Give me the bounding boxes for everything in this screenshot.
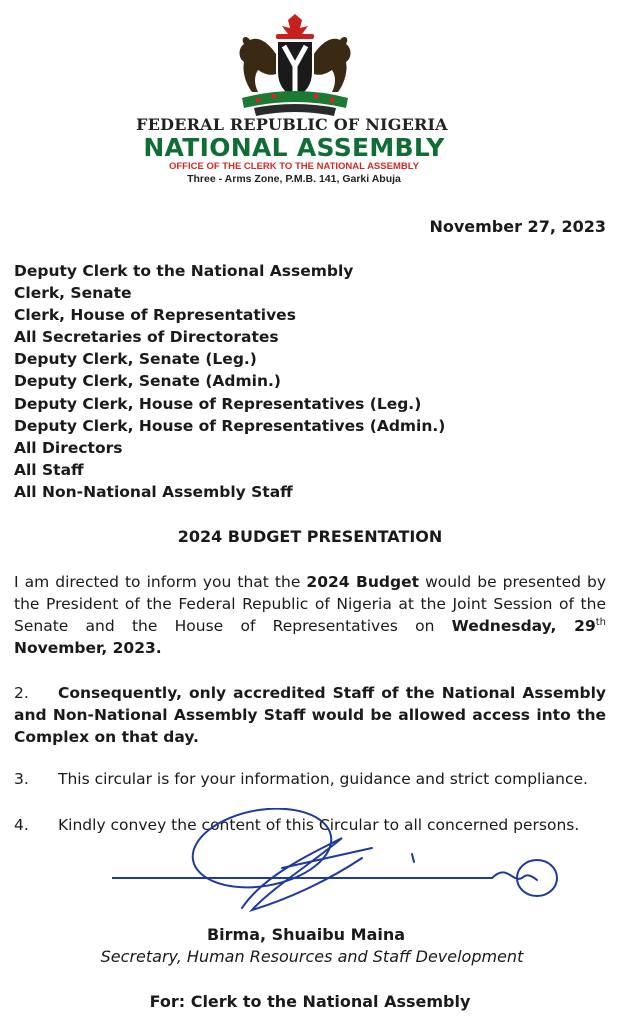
letter-date: November 27, 2023 — [429, 217, 606, 236]
recipient-item: Clerk, Senate — [14, 284, 132, 303]
recipient-item: All Non-National Assembly Staff — [14, 482, 293, 501]
presentation-day-emphasis: Wednesday, 29 — [451, 617, 596, 635]
paragraph-3-text: This circular is for your information, guidance and strict compliance. — [58, 770, 588, 788]
signatory-title: Secretary, Human Resources and Staff Development — [100, 947, 524, 966]
nigeria-coat-of-arms-icon — [228, 14, 362, 122]
recipient-item: All Staff — [14, 460, 84, 479]
recipient-list — [14, 260, 445, 503]
ordinal-suffix: th — [595, 616, 606, 628]
recipient-item: All Directors — [14, 438, 123, 457]
letterhead-republic: FEDERAL REPUBLIC OF NIGERIA — [136, 115, 448, 134]
letterhead-office: OFFICE OF THE CLERK TO THE NATIONAL ASSEMBLY — [168, 161, 419, 172]
recipient-item: Deputy Clerk, Senate (Leg.) — [14, 350, 257, 369]
paragraph-number: 3. — [14, 770, 29, 788]
budget-year-emphasis: 2024 Budget — [306, 573, 420, 591]
recipient-item: Deputy Clerk, Senate (Admin.) — [14, 372, 281, 391]
handwritten-signature — [112, 808, 562, 918]
recipient-item: Deputy Clerk, House of Representatives (Leg.) — [14, 394, 422, 413]
letterhead-assembly-title: NATIONAL ASSEMBLY — [143, 133, 445, 162]
paragraph-1-text: would be presented by the President of the Federal Republic of Nigeria at the Joint Session of the Senate and the House of Representatives on — [14, 573, 607, 635]
paragraph-2-text: Consequently, only accredited Staff of the National Assembly and Non-National Assembly Staff would be allowed access into the Complex on that day. — [14, 684, 606, 746]
paragraph-1 — [14, 571, 606, 659]
recipient-item: Clerk, House of Representatives — [14, 306, 296, 325]
signatory-name: Birma, Shuaibu Maina — [206, 925, 406, 944]
paragraph-1-text: I am directed to inform you that the — [14, 573, 307, 591]
paragraph-number: 2. — [14, 684, 29, 702]
paragraph-3 — [14, 768, 606, 790]
recipient-item: Deputy Clerk to the National Assembly — [14, 262, 354, 280]
for-clerk-line: For: Clerk to the National Assembly — [149, 992, 471, 1011]
paragraph-2 — [14, 682, 606, 748]
paragraph-number: 4. — [14, 816, 29, 834]
recipient-item: All Secretaries of Directorates — [14, 328, 279, 347]
paragraph-4-text: Kindly convey the content of this Circular to all concerned persons. — [58, 816, 580, 834]
recipient-item: Deputy Clerk, House of Representatives (Admin.) — [14, 416, 446, 435]
subject-heading: 2024 BUDGET PRESENTATION — [177, 527, 443, 546]
presentation-date-emphasis: November, 2023. — [14, 639, 162, 657]
letterhead-address: Three - Arms Zone, P.M.B. 141, Garki Abuja — [187, 173, 401, 185]
